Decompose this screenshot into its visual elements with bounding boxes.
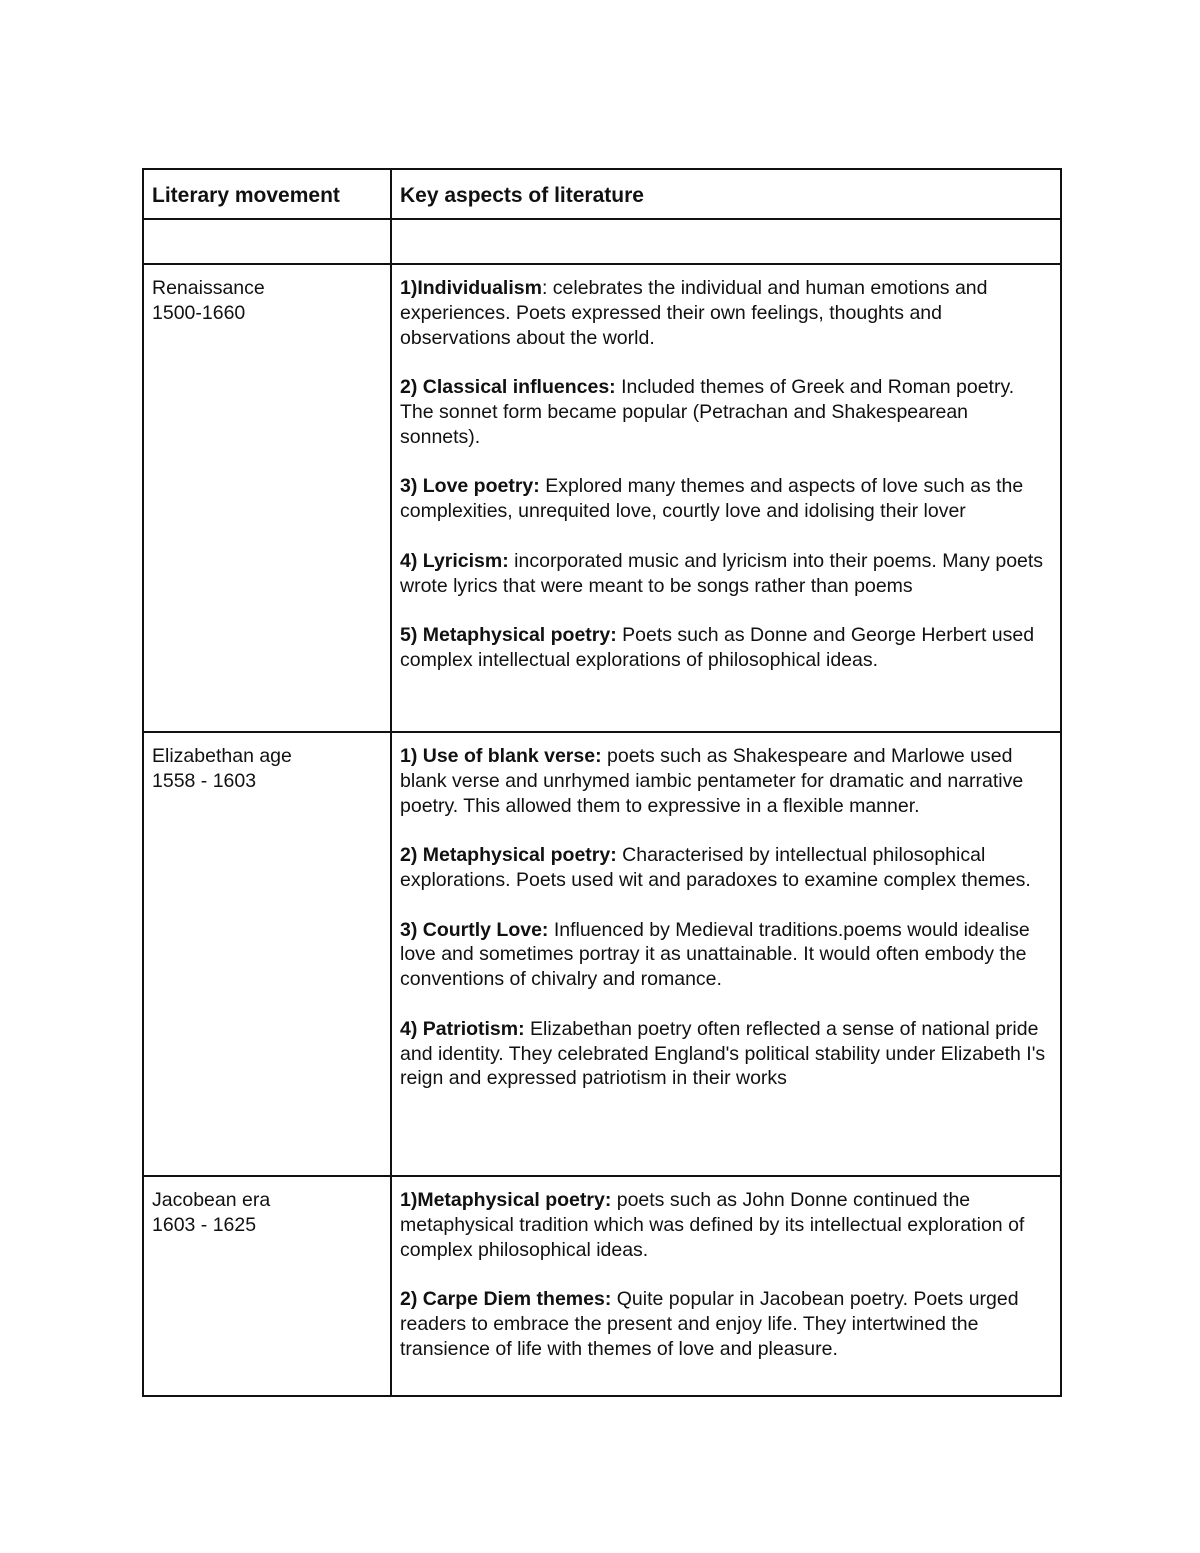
table-spacer-row (143, 219, 1061, 264)
aspect-text: Explored many themes and aspects of love such as the complexities, unrequited love, courtly love and idolising their lover (400, 475, 1024, 523)
table-row (143, 264, 1061, 732)
aspect-title: 3) Courtly Love: (400, 918, 549, 941)
movement-dates: 1500-1660 (152, 301, 246, 324)
spacer-cell-aspects (391, 219, 1061, 264)
literary-movements-table (142, 168, 1062, 1397)
aspect-text: Influenced by Medieval traditions.poems would idealise love and sometimes portray it as unattainable. It would often embody the conventions of chivalry and romance. (400, 918, 1030, 991)
movement-name: Jacobean era (152, 1189, 271, 1211)
movement-dates: 1603 - 1625 (152, 1213, 257, 1236)
header-movement-label: Literary movement (152, 184, 340, 207)
aspects-cell (391, 264, 1061, 732)
movement-cell (143, 732, 391, 1176)
aspect-title: 4) Lyricism: (400, 549, 509, 572)
aspect-item (400, 375, 1052, 449)
aspect-title: 1)Metaphysical poetry: (400, 1189, 612, 1211)
movement-cell (143, 1176, 391, 1396)
aspect-item (400, 623, 1052, 673)
aspect-title: 1) Use of blank verse: (400, 745, 602, 767)
aspect-text: Characterised by intellectual philosophical explorations. Poets used wit and paradoxes to examine complex themes. (400, 844, 1031, 891)
movement-dates: 1558 - 1603 (152, 769, 257, 792)
aspect-title: 2) Metaphysical poetry: (400, 844, 617, 867)
aspect-text: incorporated music and lyricism into their poems. Many poets wrote lyrics that were meant to be songs rather than poems (400, 549, 1044, 597)
aspect-item (400, 474, 1052, 524)
aspect-item (400, 1188, 1052, 1262)
table-row (143, 732, 1061, 1176)
aspect-item (400, 918, 1052, 992)
aspect-text: Included themes of Greek and Roman poetry. The sonnet form became popular (Petrachan and Shakespearean sonnets). (400, 376, 1015, 448)
movement-name: Elizabethan age (152, 745, 292, 767)
movement-name: Renaissance (152, 277, 265, 299)
aspect-title: 2) Carpe Diem themes: (400, 1288, 612, 1311)
aspect-title: 2) Classical influences: (400, 376, 616, 399)
aspect-item (400, 549, 1052, 599)
aspect-text: poets such as Shakespeare and Marlowe used blank verse and unrhymed iambic pentameter for dramatic and narrative poetry. This allowed them to expressive in a flexible manner. (400, 745, 1024, 817)
aspects-cell (391, 1176, 1061, 1396)
aspect-item (400, 1287, 1052, 1361)
aspect-title: 3) Love poetry: (400, 475, 540, 498)
aspect-title: 4) Patriotism: (400, 1017, 525, 1040)
aspect-item (400, 744, 1052, 818)
header-cell-aspects (391, 169, 1061, 219)
aspects-cell (391, 732, 1061, 1176)
header-cell-movement (143, 169, 391, 219)
aspect-text: Elizabethan poetry often reflected a sense of national pride and identity. They celebrated England's political stability under Elizabeth I's reign and expressed patriotism in their works (400, 1017, 1046, 1090)
aspect-title: 5) Metaphysical poetry: (400, 624, 617, 647)
spacer-cell-movement (143, 219, 391, 264)
header-aspects-label: Key aspects of literature (400, 184, 644, 207)
table-header-row (143, 169, 1061, 219)
aspect-item (400, 276, 1052, 350)
aspect-item (400, 1017, 1052, 1091)
aspect-text: : celebrates the individual and human emotions and experiences. Poets expressed their own feelings, thoughts and observations about the world. (400, 277, 988, 349)
movement-cell (143, 264, 391, 732)
table-row (143, 1176, 1061, 1396)
aspect-title: 1)Individualism (400, 277, 542, 299)
aspect-item (400, 843, 1052, 893)
aspect-text: poets such as John Donne continued the metaphysical tradition which was defined by its intellectual exploration of complex philosophical ideas. (400, 1189, 1025, 1261)
aspect-text: Poets such as Donne and George Herbert used complex intellectual explorations of philosophical ideas. (400, 624, 1035, 671)
aspect-text: Quite popular in Jacobean poetry. Poets urged readers to embrace the present and enjoy life. They intertwined the transience of life with themes of love and pleasure. (400, 1288, 1019, 1360)
